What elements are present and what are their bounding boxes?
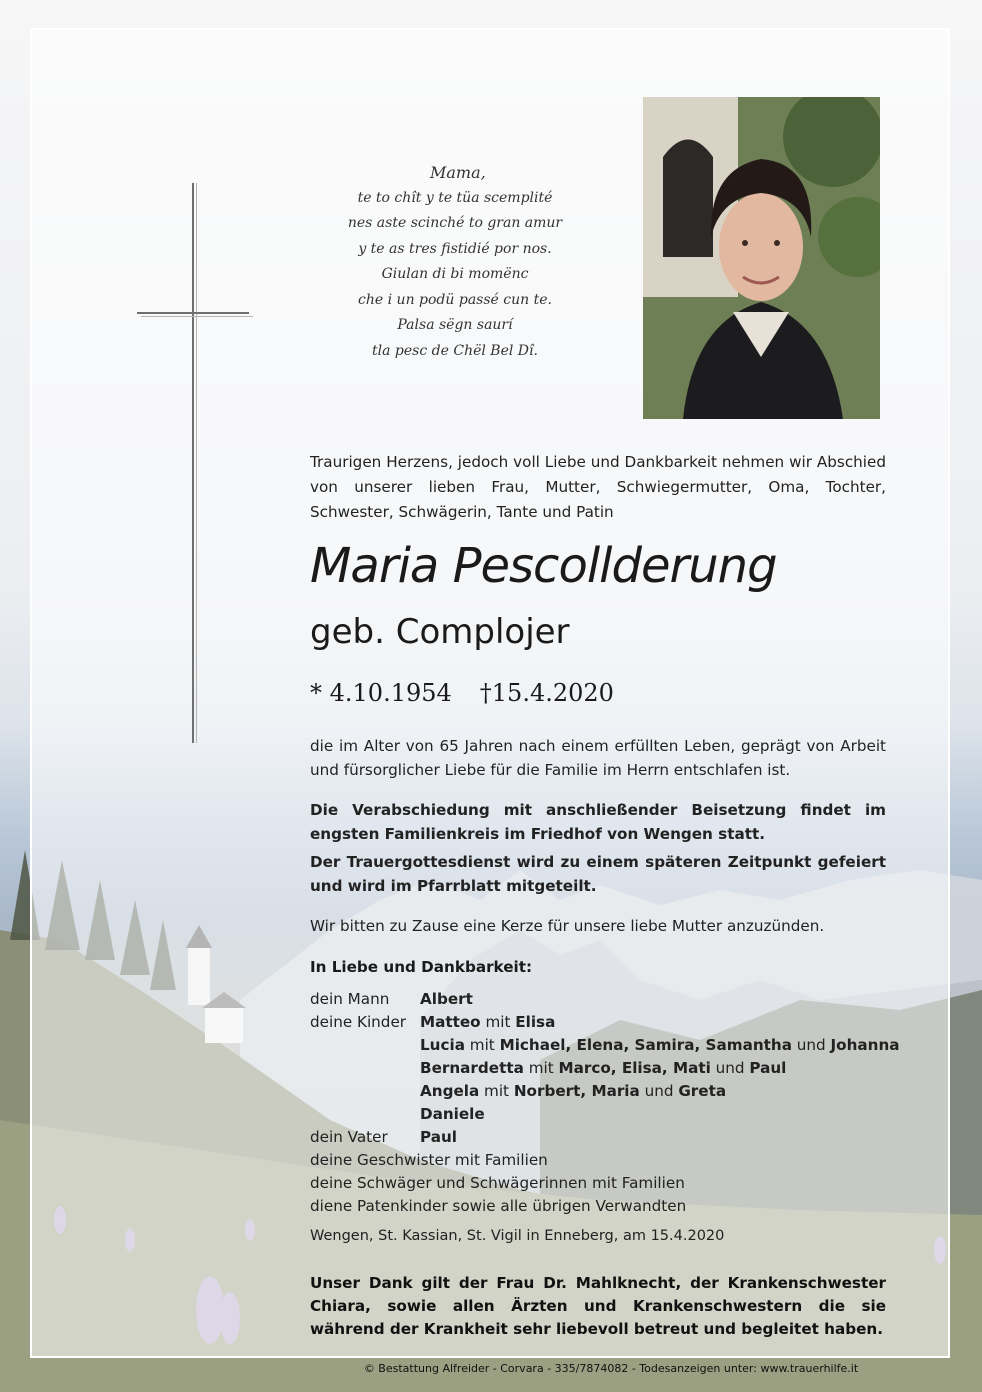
child-partner-last: Johanna [830, 1036, 900, 1054]
connector: mit [484, 1082, 510, 1100]
father-name: Paul [420, 1128, 457, 1146]
connector: mit [485, 1013, 511, 1031]
child-partners: Elisa [515, 1013, 556, 1031]
family-label: dein Mann [310, 990, 390, 1008]
poem-line: nes aste scinché to gran amur [347, 215, 563, 231]
birth-date: * 4.10.1954 [310, 679, 452, 707]
family-row-child [310, 1103, 910, 1126]
cross-symbol-vertical [192, 183, 194, 743]
life-dates [310, 679, 810, 707]
child-name: Matteo [420, 1013, 481, 1031]
portrait-photo [643, 97, 880, 419]
husband-name: Albert [420, 990, 473, 1008]
burial-paragraph: Die Verabschiedung mit anschließender Beisetzung findet im engsten Familienkreis im Friedhof von Wengen statt. [310, 801, 886, 843]
child-partner-last: Greta [678, 1082, 727, 1100]
place-and-date: Wengen, St. Kassian, St. Vigil in Enneberg, am 15.4.2020 [310, 1228, 725, 1244]
poem-line: Palsa sëgn saurí [397, 317, 513, 333]
child-partners: Michael, Elena, Samira, Samantha [499, 1036, 792, 1054]
child-name: Lucia [420, 1036, 465, 1054]
family-label: dein Vater [310, 1128, 388, 1146]
child-name: Bernardetta [420, 1059, 524, 1077]
poem [330, 160, 580, 364]
connector: und [644, 1082, 674, 1100]
family-row-husband [310, 988, 910, 1011]
age-paragraph: die im Alter von 65 Jahren nach einem erfüllten Leben, geprägt von Arbeit und fürsorglicher Liebe für die Familie im Herrn entschlafen ist. [310, 737, 886, 779]
family-others-line: deine Geschwister mit Familien [310, 1151, 548, 1169]
child-name: Daniele [420, 1105, 485, 1123]
family-row-child [310, 1080, 910, 1103]
intro-text: Traurigen Herzens, jedoch voll Liebe und Dankbarkeit nehmen wir Abschied von unserer lieben Frau, Mutter, Schwiegermutter, Oma, Tochter, Schwester, Schwägerin, Tante und Patin [310, 453, 886, 521]
family-row-father [310, 1126, 910, 1149]
deceased-name: Maria Pescollderung [310, 538, 777, 594]
cross-symbol-shadow-horizontal [141, 316, 253, 317]
connector: und [715, 1059, 745, 1077]
poem-heading: Mama, [430, 163, 486, 182]
family-list [310, 988, 910, 1218]
poem-line: y te as tres fistidié por nos. [358, 240, 552, 257]
poem-line: tla pesc de Chël Bel Dî. [372, 342, 538, 359]
child-partners: Marco, Elisa, Mati [558, 1059, 711, 1077]
child-name: Angela [420, 1082, 480, 1100]
candle-paragraph: Wir bitten zu Zause eine Kerze für unsere liebe Mutter anzuzünden. [310, 917, 825, 935]
family-row-child [310, 1011, 910, 1034]
family-heading: In Liebe und Dankbarkeit: [310, 958, 533, 976]
connector: und [796, 1036, 826, 1054]
poem-line: te to chît y te tüa scemplité [357, 189, 553, 206]
thanks-paragraph: Unser Dank gilt der Frau Dr. Mahlknecht, der Krankenschwester Chiara, sowie allen Ärzten und Krankenschwestern die sie während der Krankheit sehr liebevoll betreut und begleitet haben. [310, 1274, 886, 1338]
family-row-child [310, 1057, 910, 1080]
family-others-line: deine Schwäger und Schwägerinnen mit Familien [310, 1174, 685, 1192]
poem-line: Giulan di bi momënc [381, 266, 529, 282]
poem-line: che i un podü passé cun te. [358, 291, 552, 308]
maiden-name: geb. Complojer [310, 612, 570, 652]
death-date: †15.4.2020 [479, 679, 614, 707]
family-others-line: diene Patenkinder sowie alle übrigen Verwandten [310, 1197, 687, 1215]
child-partner-last: Paul [749, 1059, 787, 1077]
footer-credit: © Bestattung Alfreider - Corvara - 335/7874082 - Todesanzeigen unter: www.trauerhilfe.it [363, 1362, 859, 1375]
family-row-child [310, 1034, 910, 1057]
cross-symbol-horizontal [137, 312, 249, 314]
service-paragraph: Der Trauergottesdienst wird zu einem späteren Zeitpunkt gefeiert und wird im Pfarrblatt mitgeteilt. [310, 853, 886, 895]
connector: mit [528, 1059, 554, 1077]
cross-symbol-shadow-vertical [196, 183, 197, 743]
family-label: deine Kinder [310, 1013, 407, 1031]
child-partners: Norbert, Maria [513, 1082, 640, 1100]
connector: mit [469, 1036, 495, 1054]
